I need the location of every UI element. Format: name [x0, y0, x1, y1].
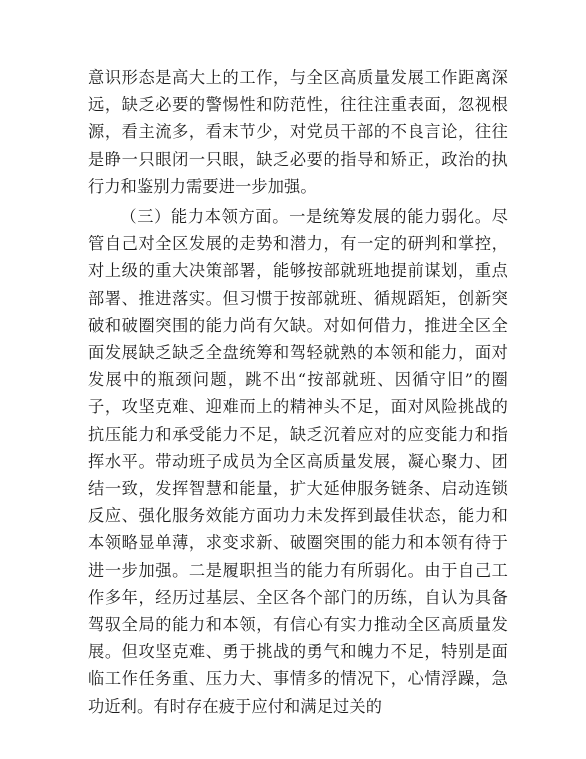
paragraph-ideology-continuation: 意识形态是高大上的工作，与全区高质量发展工作距离深远，缺乏必要的警惕性和防范性，往往注重表面，忽视根源，看主流多，看末节少，对党员干部的不良言论，往往是睁一只眼闭一只眼，缺乏必要的指导和矫正，政治的执行力和鉴别力需要进一步加强。 [88, 68, 508, 196]
document-body [88, 64, 508, 720]
paragraph-ability-section: （三）能力本领方面。一是统筹发展的能力弱化。尽管自己对全区发展的走势和潜力，有一定的研判和掌控，对上级的重大决策部署，能够按部就班地提前谋划，重点部署、推进落实。但习惯于按部就班、循规蹈矩，创新突破和破圈突围的能力尚有欠缺。对如何借力，推进全区全面发展缺乏缺乏全盘统筹和驾轻就熟的本领和能力，面对发展中的瓶颈问题，跳不出“按部就班、因循守旧”的圈子，攻坚克难、迎难而上的精神头不足，面对风险挑战的抗压能力和承受能力不足，缺乏沉着应对的应变能力和指挥水平。带动班子成员为全区高质量发展，凝心聚力、团结一致，发挥智慧和能量，扩大延伸服务链条、启动连锁反应、强化服务效能方面功力未发挥到最佳状态，能力和本领略显单薄，求变求新、破圈突围的能力和本领有待于进一步加强。二是履职担当的能力有所弱化。由于自己工作多年，经历过基层、全区各个部门的历练，自认为具备驾驭全局的能力和本领，有信心有实力推动全区高质量发展。但攻坚克难、勇于挑战的勇气和魄力不足，特别是面临工作任务重、压力大、事情多的情况下，心情浮躁，急功近利。有时存在疲于应付和满足过关的 [88, 207, 508, 716]
